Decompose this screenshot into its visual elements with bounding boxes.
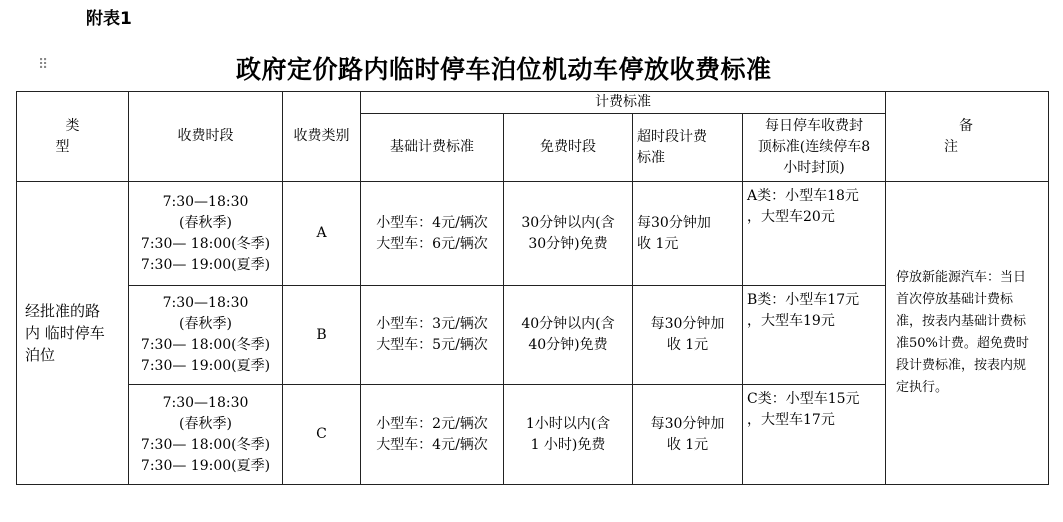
- remarks-line: 准，按表内基础计费标: [896, 314, 1027, 329]
- remarks-line: 段计费标准，按表内规: [896, 358, 1027, 373]
- remarks-line: 准50%计费。超免费时: [896, 336, 1029, 351]
- header-billing-group: 计费标准: [361, 92, 886, 114]
- base-rate-line: 小型车：3元/辆次: [376, 316, 488, 332]
- base-rate-line: 大型车：5元/辆次: [376, 337, 488, 353]
- category-cell: C: [283, 385, 361, 485]
- header-overtime-line: 标准: [637, 149, 665, 166]
- daily-cap-line: ，大型车19元: [747, 313, 835, 329]
- free-period-cell: [504, 286, 633, 385]
- base-rate-cell: [361, 182, 504, 286]
- base-rate-line: 小型车：2元/辆次: [376, 415, 488, 432]
- remarks-value: [886, 182, 1049, 485]
- header-period: 收费时段: [129, 92, 283, 182]
- header-remarks: 备 注: [886, 92, 1049, 182]
- daily-cap-cell: [743, 286, 886, 385]
- overtime-cell: [633, 182, 743, 286]
- table-row-a: [17, 182, 1049, 286]
- period-line: 7:30—18:30: [162, 295, 249, 311]
- category-cell: B: [283, 286, 361, 385]
- period-line: 7:30— 18:00(冬季): [140, 337, 271, 353]
- period-cell: [129, 385, 283, 485]
- period-cell: [129, 286, 283, 385]
- free-period-line: 1 小时)免费: [530, 436, 606, 453]
- header-free-period: 免费时段: [504, 114, 633, 182]
- header-category: 收费类别: [283, 92, 361, 182]
- daily-cap-line: ，大型车20元: [747, 209, 835, 225]
- free-period-line: 40分钟)免费: [528, 337, 608, 353]
- header-base-rate: 基础计费标准: [361, 114, 504, 182]
- base-rate-line: 小型车：4元/辆次: [376, 214, 488, 231]
- daily-cap-line: B类：小型车17元: [747, 292, 860, 308]
- period-line: (春秋季): [179, 214, 232, 231]
- period-line: (春秋季): [179, 415, 232, 432]
- type-value-line: 内 临时停车: [25, 324, 105, 342]
- daily-cap-line: ，大型车17元: [747, 412, 835, 428]
- overtime-line: 每30分钟加: [650, 415, 725, 432]
- remarks-line: 首次停放基础计费标: [896, 292, 1014, 307]
- appendix-label: 附表1: [86, 9, 132, 29]
- period-line: 7:30— 19:00(夏季): [140, 358, 271, 374]
- header-daily-cap-line: 小时封顶): [783, 160, 845, 176]
- period-cell: [129, 182, 283, 286]
- free-period-line: 30分钟)免费: [528, 235, 608, 252]
- header-type: 类 型: [17, 92, 129, 182]
- free-period-cell: [504, 385, 633, 485]
- overtime-line: 收 1元: [666, 436, 709, 453]
- fee-standard-table: [16, 91, 1049, 485]
- header-overtime-line: 超时段计费: [637, 128, 707, 145]
- period-line: 7:30— 18:00(冬季): [140, 436, 271, 453]
- daily-cap-cell: [743, 385, 886, 485]
- overtime-line: 每30分钟加: [637, 214, 711, 231]
- header-daily-cap-line: 顶标准(连续停车8: [757, 139, 871, 155]
- daily-cap-line: C类：小型车15元: [747, 391, 860, 407]
- type-value: [17, 182, 129, 485]
- overtime-line: 收 1元: [637, 235, 679, 252]
- base-rate-cell: [361, 385, 504, 485]
- table-move-handle-icon[interactable]: ⠿: [38, 57, 49, 73]
- type-value-line: 泊位: [25, 346, 56, 364]
- period-line: (春秋季): [179, 316, 232, 332]
- header-daily-cap-line: 每日停车收费封: [765, 118, 863, 134]
- header-overtime: [633, 114, 743, 182]
- base-rate-line: 大型车：6元/辆次: [376, 235, 488, 252]
- daily-cap-line: A类：小型车18元: [747, 188, 859, 204]
- free-period-line: 40分钟以内(含: [521, 316, 615, 332]
- header-daily-cap: [743, 114, 886, 182]
- overtime-line: 每30分钟加: [650, 316, 725, 332]
- remarks-line: 停放新能源汽车：当日: [896, 270, 1027, 285]
- period-line: 7:30— 18:00(冬季): [140, 235, 271, 252]
- overtime-cell: [633, 385, 743, 485]
- category-cell: A: [283, 182, 361, 286]
- period-line: 7:30— 19:00(夏季): [140, 256, 271, 273]
- free-period-line: 30分钟以内(含: [521, 214, 615, 231]
- base-rate-line: 大型车：4元/辆次: [376, 436, 488, 453]
- type-value-line: 经批准的路: [25, 302, 101, 320]
- free-period-cell: [504, 182, 633, 286]
- period-line: 7:30—18:30: [162, 193, 249, 210]
- daily-cap-cell: [743, 182, 886, 286]
- page-title: 政府定价路内临时停车泊位机动车停放收费标准: [236, 55, 772, 84]
- period-line: 7:30— 19:00(夏季): [140, 457, 271, 474]
- remarks-line: 定执行。: [896, 380, 949, 395]
- overtime-line: 收 1元: [666, 337, 709, 353]
- free-period-line: 1小时以内(含: [525, 415, 611, 432]
- base-rate-cell: [361, 286, 504, 385]
- overtime-cell: [633, 286, 743, 385]
- period-line: 7:30—18:30: [162, 394, 249, 411]
